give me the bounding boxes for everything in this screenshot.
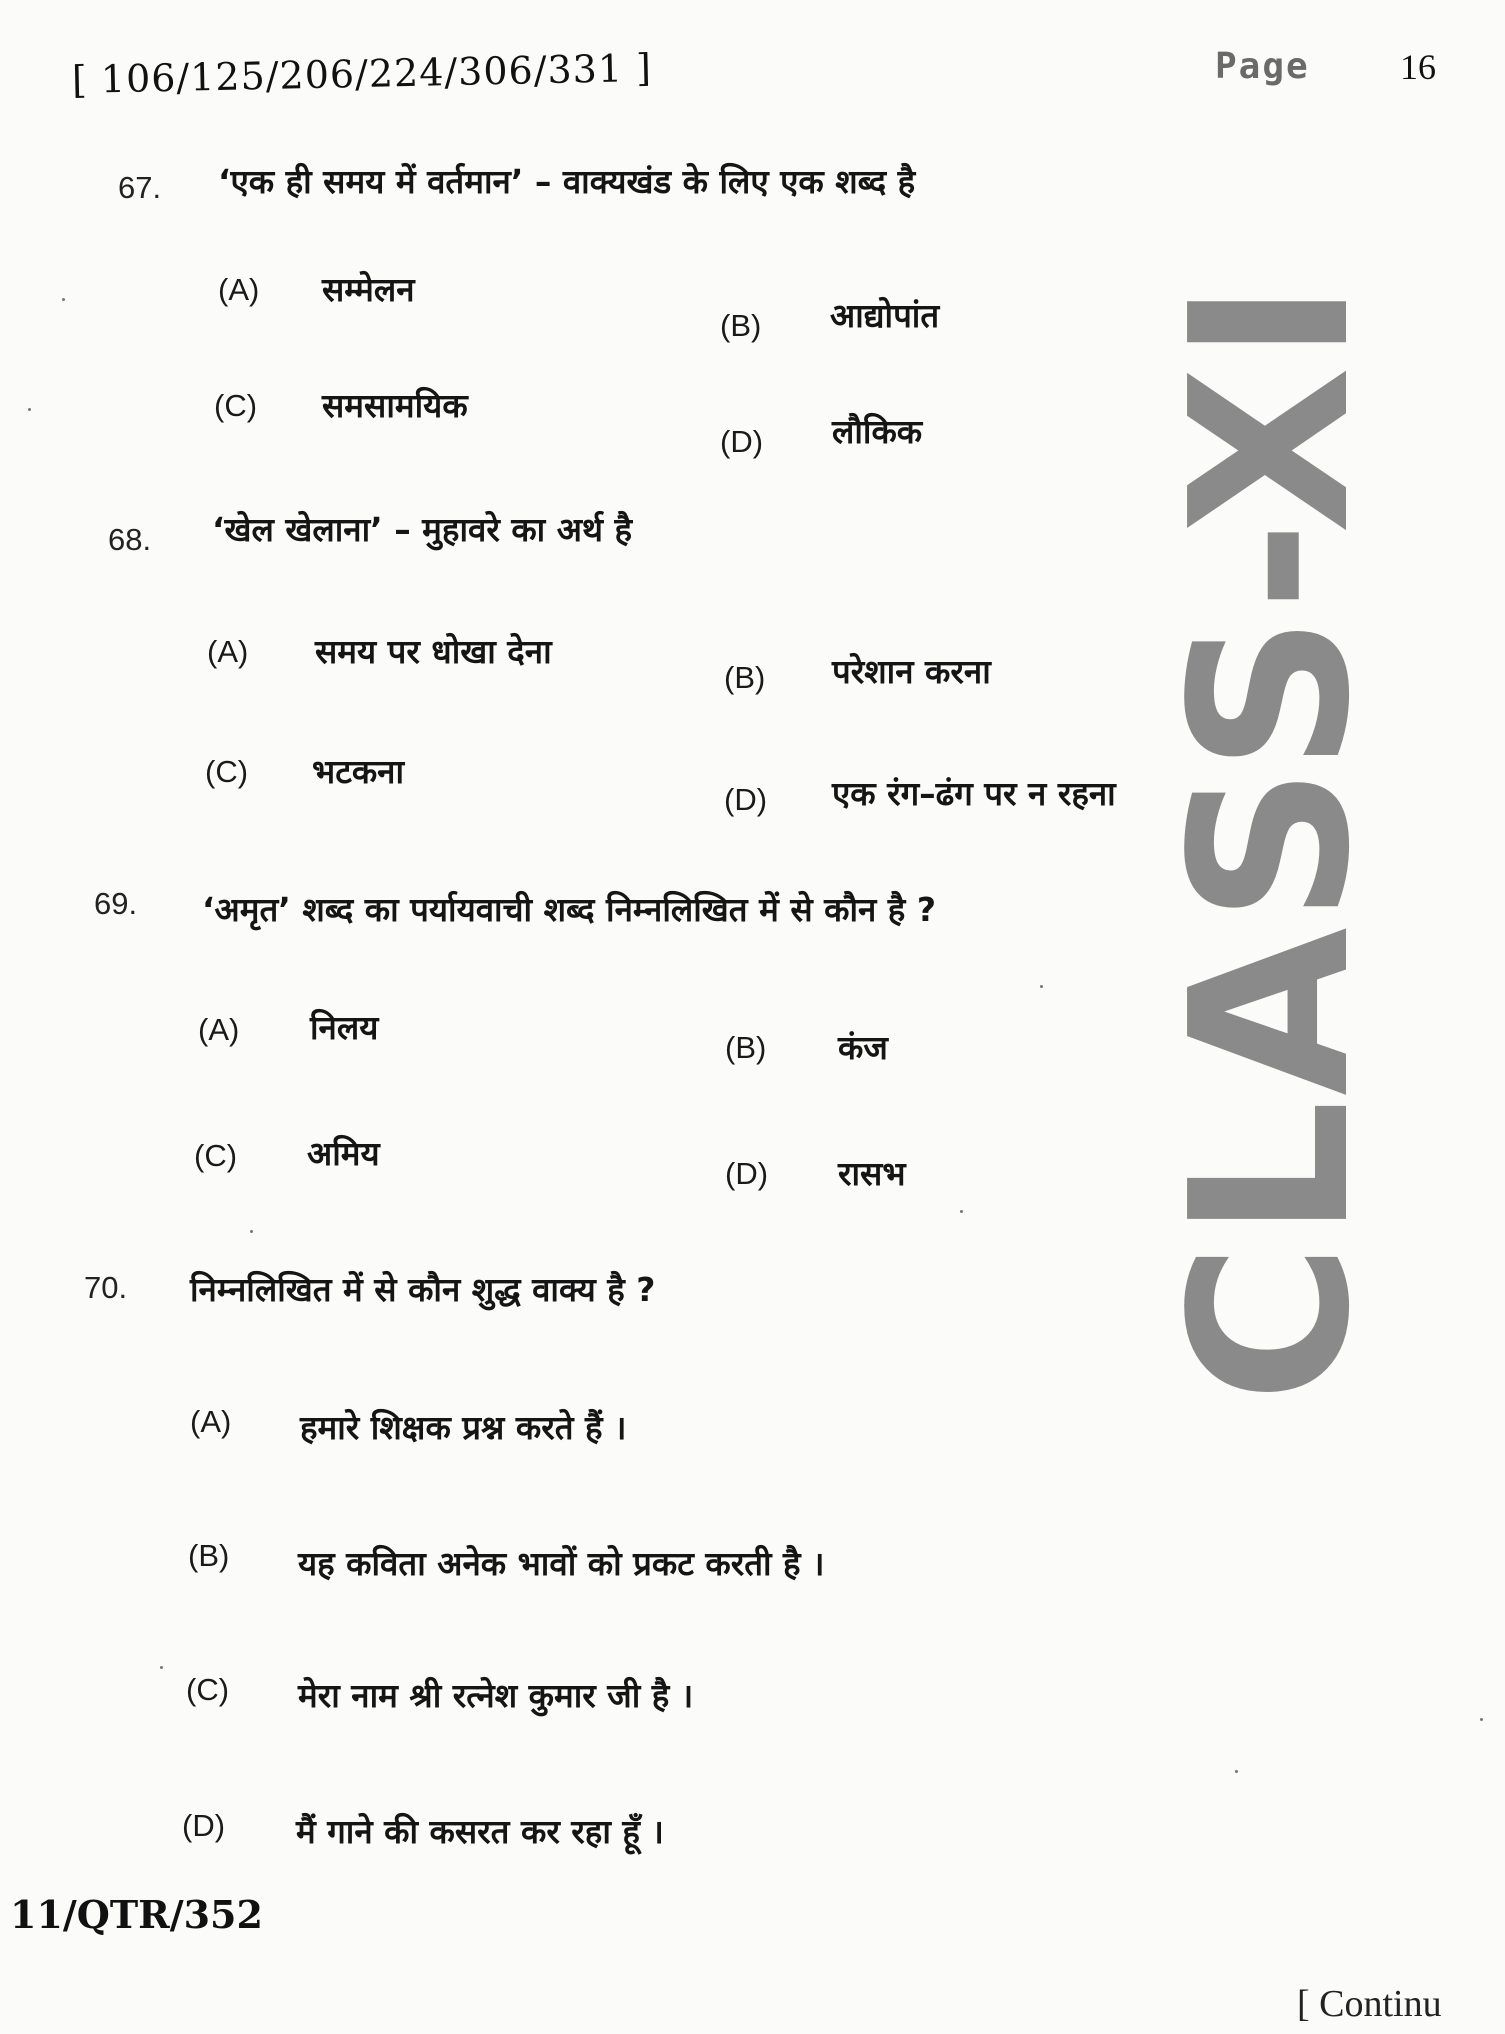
option-label: (B) (725, 1030, 767, 1065)
question-number: 68. (108, 522, 152, 557)
scan-speck (28, 408, 31, 411)
option-text: हमारे शिक्षक प्रश्न करते हैं । (300, 1408, 627, 1447)
question-text: ‘एक ही समय में वर्तमान’ – वाक्यखंड के लिए एक शब्द है (218, 162, 916, 201)
scan-speck (250, 1230, 253, 1233)
option-label: (D) (182, 1808, 226, 1843)
option-text: कंज (838, 1028, 888, 1067)
option-text: निलय (310, 1008, 379, 1047)
page-label: Page (1215, 46, 1310, 87)
option-label: (A) (207, 634, 249, 669)
option-text: रासभ (838, 1154, 906, 1193)
option-label: (D) (720, 424, 764, 459)
option-label: (D) (725, 1156, 769, 1191)
scan-speck (960, 1210, 963, 1213)
option-label: (D) (724, 782, 768, 817)
question-text: निम्नलिखित में से कौन शुद्ध वाक्य है ? (190, 1270, 656, 1309)
continued-label: [ Continu (1297, 1983, 1442, 2025)
question-text: ‘अमृत’ शब्द का पर्यायवाची शब्द निम्नलिखित में से कौन है ? (202, 890, 936, 929)
scan-speck (1235, 1770, 1238, 1773)
option-text: परेशान करना (832, 652, 991, 691)
option-text: लौकिक (832, 412, 923, 451)
question-number: 69. (94, 886, 138, 921)
option-label: (A) (218, 272, 260, 307)
option-text: भटकना (312, 752, 405, 791)
option-label: (A) (190, 1404, 232, 1439)
option-text: अमिय (307, 1134, 380, 1173)
option-text: आद्योपांत (830, 296, 940, 335)
scan-speck (160, 1666, 163, 1669)
option-text: समसामयिक (322, 386, 468, 425)
question-text: ‘खेल खेलाना’ – मुहावरे का अर्थ है (212, 510, 633, 549)
option-label: (B) (720, 308, 762, 343)
option-label: (C) (186, 1672, 230, 1707)
option-text: समय पर धोखा देना (315, 632, 552, 671)
scan-speck (62, 298, 65, 301)
option-text: मैं गाने की कसरत कर रहा हूँ । (296, 1812, 664, 1851)
scan-speck (1040, 985, 1043, 988)
question-number: 70. (84, 1270, 128, 1305)
class-stamp: CLASS-XI (1145, 277, 1398, 1403)
option-text: यह कविता अनेक भावों को प्रकट करती है । (298, 1544, 825, 1583)
page-number: 16 (1400, 47, 1436, 87)
option-text: सम्मेलन (322, 270, 415, 309)
option-label: (C) (194, 1138, 238, 1173)
paper-codes: [ 106/125/206/224/306/331 ] (71, 45, 653, 102)
option-text: मेरा नाम श्री रत्नेश कुमार जी है । (298, 1676, 694, 1715)
footer-code: 11/QTR/352 (10, 1892, 263, 1937)
option-label: (B) (724, 660, 766, 695)
option-label: (C) (205, 754, 249, 789)
scan-speck (1480, 1718, 1483, 1721)
option-label: (C) (214, 388, 258, 423)
question-number: 67. (118, 170, 162, 205)
option-text: एक रंग–ढंग पर न रहना (832, 774, 1116, 813)
option-label: (A) (198, 1012, 240, 1047)
option-label: (B) (188, 1538, 230, 1573)
